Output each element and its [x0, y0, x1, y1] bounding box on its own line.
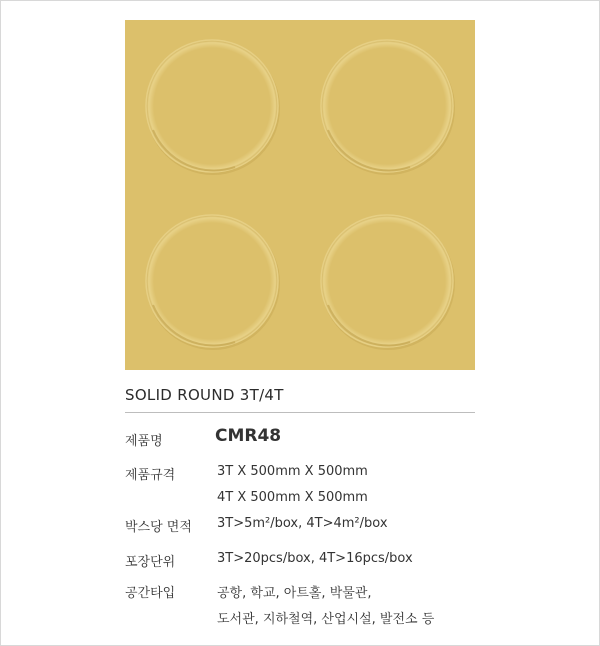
space-type-label: 공간타입 [125, 586, 176, 601]
size-value-3t: 3T X 500mm X 500mm [217, 464, 368, 479]
size-value-4t: 4T X 500mm X 500mm [217, 490, 368, 505]
stud-bottom-left [146, 215, 280, 350]
title-divider [125, 412, 475, 413]
product-title: SOLID ROUND 3T/4T [125, 386, 284, 404]
box-area-label: 박스당 면적 [125, 520, 192, 535]
space-type-line-2: 도서관, 지하철역, 산업시설, 발전소 등 [217, 612, 435, 627]
product-image [125, 20, 475, 370]
size-label: 제품규격 [125, 468, 176, 483]
package-unit-label: 포장단위 [125, 555, 176, 570]
space-type-line-1: 공항, 학교, 아트홀, 박물관, [217, 586, 372, 601]
product-code: CMR48 [215, 426, 282, 446]
stud-top-right [321, 40, 455, 175]
stud-bottom-right [321, 215, 455, 350]
stud-top-left [146, 40, 280, 175]
product-name-label: 제품명 [125, 434, 163, 449]
round-studs-tile [125, 20, 475, 370]
box-area-value: 3T>5m²/box, 4T>4m²/box [217, 516, 388, 531]
package-unit-value: 3T>20pcs/box, 4T>16pcs/box [217, 551, 413, 566]
